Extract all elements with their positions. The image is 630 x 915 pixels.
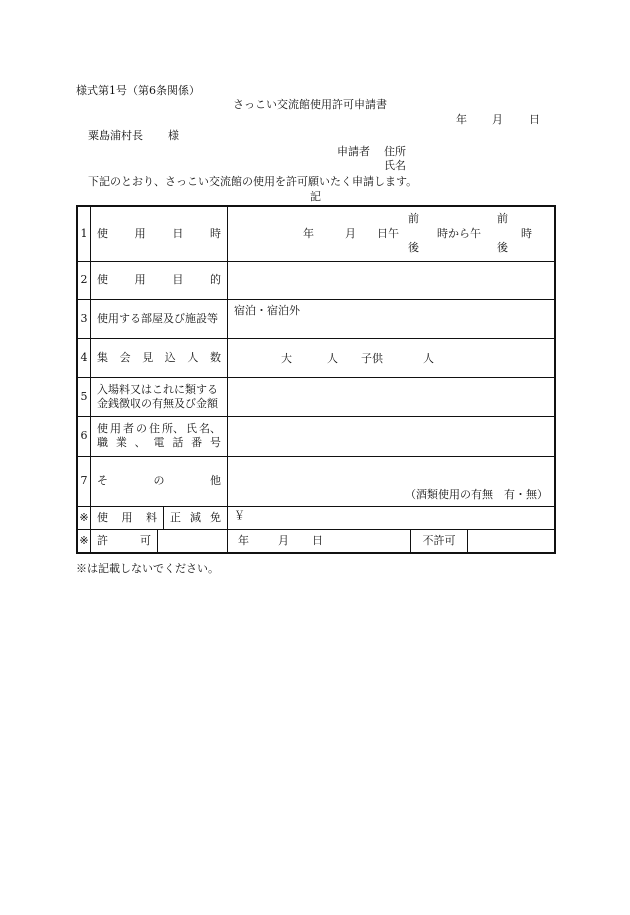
dt-day-gozen: 日午 bbox=[377, 227, 399, 240]
label-char: 用 bbox=[110, 422, 121, 435]
applicant-address-label: 住所 bbox=[384, 145, 406, 158]
purpose-field[interactable] bbox=[228, 261, 556, 299]
label-char: 所、 bbox=[162, 422, 184, 435]
label-line: 金銭徴収の有無及び金額 bbox=[97, 396, 218, 410]
datetime-field[interactable] bbox=[228, 206, 556, 261]
row-number: 1 bbox=[77, 206, 91, 261]
label-char: 用 bbox=[134, 226, 146, 240]
row-label bbox=[91, 206, 228, 261]
permit-year: 年 bbox=[238, 533, 249, 547]
row-other bbox=[77, 456, 555, 506]
row-rooms bbox=[77, 299, 555, 338]
label-char: 他 bbox=[210, 474, 221, 487]
row-label bbox=[91, 456, 228, 506]
office-mark: ※ bbox=[77, 506, 91, 529]
label-char: 集 bbox=[97, 350, 108, 364]
label-char: そ bbox=[97, 474, 108, 487]
row-label bbox=[91, 377, 228, 416]
row-permit bbox=[77, 529, 555, 553]
row-number: 2 bbox=[77, 261, 91, 299]
fee-label-cell bbox=[91, 506, 228, 529]
label-char: 込 bbox=[164, 350, 176, 364]
dt-time-from: 時から午 bbox=[437, 227, 481, 240]
row-number: 5 bbox=[77, 377, 91, 416]
dt-year: 年 bbox=[303, 227, 314, 240]
permit-label-cell bbox=[91, 529, 228, 553]
adult-label: 大 bbox=[281, 351, 292, 365]
label-char: 目 bbox=[172, 273, 184, 286]
applicant-name-label: 氏名 bbox=[384, 159, 406, 172]
rooms-field[interactable] bbox=[228, 299, 556, 338]
label-char: 減 bbox=[190, 510, 201, 524]
label-char: 住 bbox=[149, 422, 160, 435]
row-number: 3 bbox=[77, 299, 91, 338]
label-char: 正 bbox=[170, 510, 181, 524]
application-table bbox=[76, 205, 556, 554]
admission-field[interactable] bbox=[228, 377, 556, 416]
deny-label: 不許可 bbox=[422, 533, 456, 547]
label-char: 号 bbox=[209, 436, 221, 449]
label-char: の bbox=[153, 474, 165, 487]
yen-sign: ￥ bbox=[234, 508, 245, 522]
row-usage-purpose bbox=[77, 261, 555, 299]
addressee-honorific: 様 bbox=[168, 129, 179, 142]
label-char: 業 bbox=[115, 436, 127, 449]
label-char: 電 bbox=[153, 436, 165, 449]
label-char: 職 bbox=[97, 436, 108, 449]
rooms-value: 宿泊・宿泊外 bbox=[234, 303, 300, 317]
alcohol-note: （酒類使用の有無 有・無） bbox=[405, 487, 548, 501]
document-title: さっこい交流館使用許可申請書 bbox=[233, 98, 387, 111]
permit-field[interactable] bbox=[228, 529, 556, 553]
user-info-field[interactable] bbox=[228, 416, 556, 456]
label-char: 名、 bbox=[199, 422, 221, 435]
row-admission-fee bbox=[77, 377, 555, 416]
dt-mae: 前 bbox=[408, 212, 419, 225]
label-char: 見 bbox=[142, 350, 154, 364]
addressee-name: 粟島浦村長 bbox=[88, 129, 143, 142]
label-char: 許 bbox=[97, 533, 108, 547]
permit-day: 日 bbox=[312, 533, 323, 547]
label-char: 人 bbox=[187, 350, 199, 364]
row-usage-datetime bbox=[77, 206, 555, 261]
row-label: 使用する部屋及び施設等 bbox=[91, 299, 228, 338]
label-char: の bbox=[136, 422, 147, 435]
label-char: 番 bbox=[191, 436, 203, 449]
row-user-info bbox=[77, 416, 555, 456]
fee-field[interactable] bbox=[228, 506, 556, 529]
dt-mae2: 前 bbox=[497, 212, 508, 225]
label-char: 日 bbox=[172, 226, 184, 240]
adult-unit: 人 bbox=[327, 351, 338, 365]
date-day: 日 bbox=[529, 113, 540, 126]
label-char: 用 bbox=[121, 510, 133, 524]
dt-ato: 後 bbox=[408, 241, 419, 254]
row-label bbox=[91, 338, 228, 377]
label-char: 、 bbox=[134, 436, 146, 449]
label-char: 免 bbox=[210, 510, 221, 524]
row-label bbox=[91, 416, 228, 456]
row-number: 7 bbox=[77, 456, 91, 506]
child-label: 子供 bbox=[361, 351, 383, 365]
row-number: 4 bbox=[77, 338, 91, 377]
date-year: 年 bbox=[456, 113, 467, 126]
label-char: 話 bbox=[172, 436, 184, 449]
date-month: 月 bbox=[492, 113, 503, 126]
label-char: 的 bbox=[209, 273, 221, 286]
dt-ato2: 後 bbox=[497, 241, 508, 254]
label-char: 使 bbox=[97, 226, 108, 240]
ki-heading: 記 bbox=[310, 190, 321, 203]
label-char: 料 bbox=[146, 510, 157, 524]
dt-ji: 時 bbox=[521, 227, 532, 240]
label-char: 数 bbox=[209, 350, 221, 364]
label-char: 用 bbox=[134, 273, 146, 286]
row-attendance bbox=[77, 338, 555, 377]
office-mark: ※ bbox=[77, 529, 91, 553]
permit-month: 月 bbox=[278, 533, 289, 547]
label-char: 使 bbox=[97, 422, 108, 435]
label-char: 使 bbox=[97, 510, 108, 524]
label-char: 可 bbox=[140, 533, 151, 547]
form-number: 様式第1号（第6条関係） bbox=[76, 84, 200, 97]
row-label bbox=[91, 261, 228, 299]
other-field[interactable] bbox=[228, 456, 556, 506]
attendance-field[interactable] bbox=[228, 338, 556, 377]
applicant-label: 申請者 bbox=[337, 145, 370, 158]
intro-text: 下記のとおり、さっこい交流館の使用を許可願いたく申請します。 bbox=[88, 175, 418, 188]
label-char: 氏 bbox=[186, 422, 197, 435]
label-line: 入場料又はこれに類する bbox=[97, 382, 218, 396]
label-char: 者 bbox=[123, 422, 134, 435]
dt-month: 月 bbox=[345, 227, 356, 240]
label-char: 時 bbox=[209, 226, 221, 240]
child-unit: 人 bbox=[423, 351, 434, 365]
row-fee bbox=[77, 506, 555, 529]
label-char: 使 bbox=[97, 273, 108, 286]
footnote: ※は記載しないでください。 bbox=[76, 562, 219, 575]
row-number: 6 bbox=[77, 416, 91, 456]
label-char: 会 bbox=[119, 350, 131, 364]
